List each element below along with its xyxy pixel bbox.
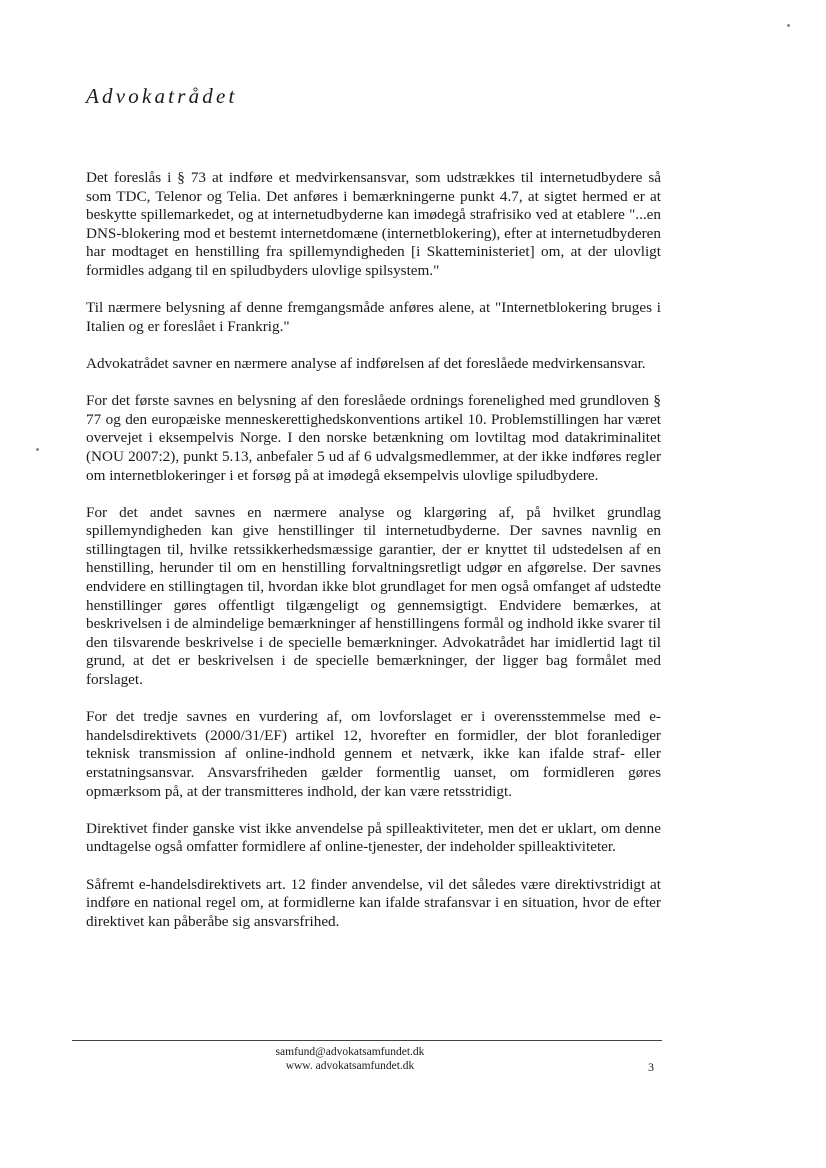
footer-website: www. advokatsamfundet.dk bbox=[285, 1060, 415, 1072]
paragraph: Såfremt e-handelsdirektivets art. 12 finder anvendelse, vil det således være direktivstridigt at indføre en national regel om, at formidlerne kan ifalde strafansvar i en situation, hvor de efter direktivet kan påberåbe sig ansvarsfrihed. bbox=[86, 875, 661, 930]
paragraph: Direktivet finder ganske vist ikke anvendelse på spilleaktiviteter, men det er uklart, om denne undtagelse også omfatter formidlere af online-tjenester, der indeholder spilleaktiviteter. bbox=[86, 819, 661, 856]
paragraph: Advokatrådet savner en nærmere analyse af indførelsen af det foreslåede medvirkensansvar. bbox=[86, 354, 646, 372]
page-number: 3 bbox=[648, 1060, 654, 1074]
footer-email: samfund@advokatsamfundet.dk bbox=[275, 1046, 425, 1058]
paragraph: Til nærmere belysning af denne fremgangsmåde anføres alene, at "Internetblokering bruges i Italien og er foreslået i Frankrig." bbox=[86, 299, 661, 335]
paragraph: For det første savnes en belysning af den foreslåede ordnings forenelighed med grundloven § 77 og den europæiske menneskerettighedskonventions artikel 10. Problemstillingen har været overvejet i eksempelvis Norge. I den norske betænkning om lovtiltag mod datakriminalitet (NOU 2007:2), punkt 5.13, anbefaler 5 ud af 6 udvalgsmedlemmer, at der ikke indføres regler om internetblokeringer i et forsøg på at imødegå eksempelvis ulovlige spiludbydere. bbox=[86, 392, 661, 484]
paragraph: For det tredje savnes en vurdering af, om lovforslaget er i overensstemmelse med e-handelsdirektivets (2000/31/EF) artikel 12, hvorefter en formidler, der blot foranlediger teknisk transmission af online-indhold gennem et netværk, ikke kan ifalde straf- eller erstatningsansvar. Ansvarsfriheden gælder formentlig uanset, om formidleren gøres opmærksom på, at der transmitteres indhold, der kan være retsstridigt. bbox=[86, 708, 661, 800]
section-title: Advokatrådet bbox=[86, 84, 238, 108]
scan-speck bbox=[36, 448, 39, 451]
footer-divider bbox=[72, 1040, 662, 1041]
paragraph: For det andet savnes en nærmere analyse og klargøring af, på hvilket grundlag spillemyndigheden kan give henstillinger til internetudbyderne. Der savnes navnlig en stillingtagen til, hvilke retssikkerhedsmæssige garantier, der er knyttet til udstedelsen af en henstilling, herunder til om en henstilling forvaltningsretligt udgør en afgørelse. Der savnes endvidere en stillingtagen til, hvordan ikke blot grundlaget for men også omfanget af udstedte henstillinger gøres offentligt tilgængeligt og gennemsigtigt. Endvidere bemærkes, at beskrivelsen i de almindelige bemærkninger af henstillingens formål og indhold ikke svarer til den tilsvarende beskrivelse i de specielle bemærkninger. Advokatrådet har imidlertid lagt til grund, at det er beskrivelsen i de specielle bemærkninger, der ligger bag formålet med forslaget. bbox=[86, 503, 661, 689]
scan-speck bbox=[787, 24, 790, 27]
paragraph: Det foreslås i § 73 at indføre et medvirkensansvar, som udstrækkes til internetudbydere så som TDC, Telenor og Telia. Det anføres i bemærkningerne punkt 4.7, at sigtet hermed er at beskytte spillemarkedet, og at internetudbyderne kan imødegå strafrisiko ved at etablere "...en DNS-blokering mod et bestemt internetdomæne (internetblokering), efter at internetudbyderen har modtaget en henstilling fra spillemyndigheden [i Skatteministeriet] om, at der ulovligt formidles adgang til en spiludbyders ulovlige spilsystem." bbox=[86, 169, 661, 279]
body-text bbox=[86, 169, 661, 950]
